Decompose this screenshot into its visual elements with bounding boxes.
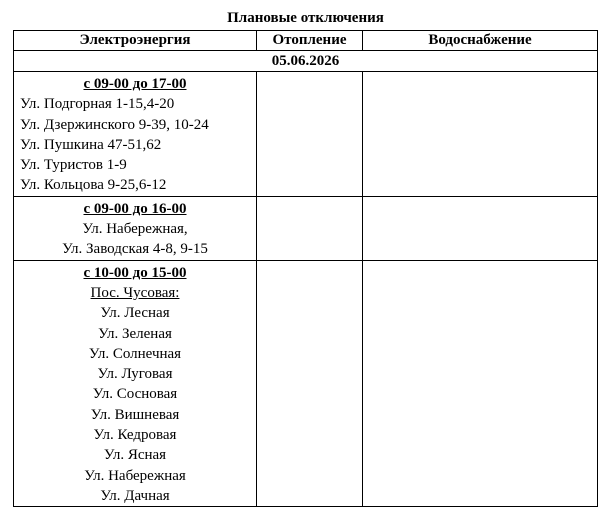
time-range: с 09-00 до 17-00 bbox=[83, 76, 187, 92]
street-line: Ул. Дачная bbox=[100, 487, 170, 504]
street-line: Ул. Пушкина 47-51,62 bbox=[20, 136, 162, 153]
electricity-cell-1 bbox=[14, 72, 257, 197]
document-title: Плановые отключения bbox=[227, 10, 384, 26]
street-line: Ул. Лесная bbox=[100, 305, 170, 322]
street-line: Ул. Луговая bbox=[97, 366, 173, 383]
street-line: Ул. Набережная bbox=[84, 467, 186, 484]
street-line: Ул. Зеленая bbox=[98, 325, 172, 342]
heating-cell-3 bbox=[257, 260, 363, 507]
heating-cell-2 bbox=[257, 196, 363, 260]
street-line: Ул. Кольцова 9-25,6-12 bbox=[20, 177, 167, 194]
street-line: Ул. Дзержинского 9-39, 10-24 bbox=[20, 116, 209, 133]
street-line: Ул. Вишневая bbox=[90, 406, 180, 423]
header-electricity: Электроэнергия bbox=[14, 31, 257, 51]
street-line: Ул. Подгорная 1-15,4-20 bbox=[20, 96, 175, 113]
outage-table bbox=[13, 30, 598, 507]
date-row bbox=[14, 51, 598, 72]
table-row bbox=[14, 72, 598, 197]
settlement-name: Пос. Чусовая: bbox=[90, 284, 180, 301]
water-cell-3 bbox=[363, 260, 598, 507]
time-range: с 09-00 до 16-00 bbox=[83, 200, 187, 217]
water-cell-2 bbox=[363, 196, 598, 260]
table-row bbox=[14, 196, 598, 260]
header-heating: Отопление bbox=[257, 31, 363, 51]
electricity-cell-2 bbox=[14, 196, 257, 260]
outage-date: 05.06.2026 bbox=[14, 51, 598, 72]
table-row bbox=[14, 260, 598, 507]
time-range: с 10-00 до 15-00 bbox=[83, 264, 187, 281]
street-line: Ул. Туристов 1-9 bbox=[20, 157, 127, 174]
street-line: Ул. Набережная, bbox=[82, 221, 188, 238]
street-line: Ул. Заводская 4-8, 9-15 bbox=[62, 241, 208, 258]
street-line: Ул. Ясная bbox=[103, 447, 167, 464]
header-row bbox=[14, 31, 598, 51]
water-cell-1 bbox=[363, 72, 598, 197]
street-line: Ул. Кедровая bbox=[93, 427, 177, 444]
street-line: Ул. Солнечная bbox=[88, 345, 182, 362]
heating-cell-1 bbox=[257, 72, 363, 197]
header-water: Водоснабжение bbox=[363, 31, 598, 51]
electricity-cell-3 bbox=[14, 260, 257, 507]
street-line: Ул. Сосновая bbox=[92, 386, 178, 403]
